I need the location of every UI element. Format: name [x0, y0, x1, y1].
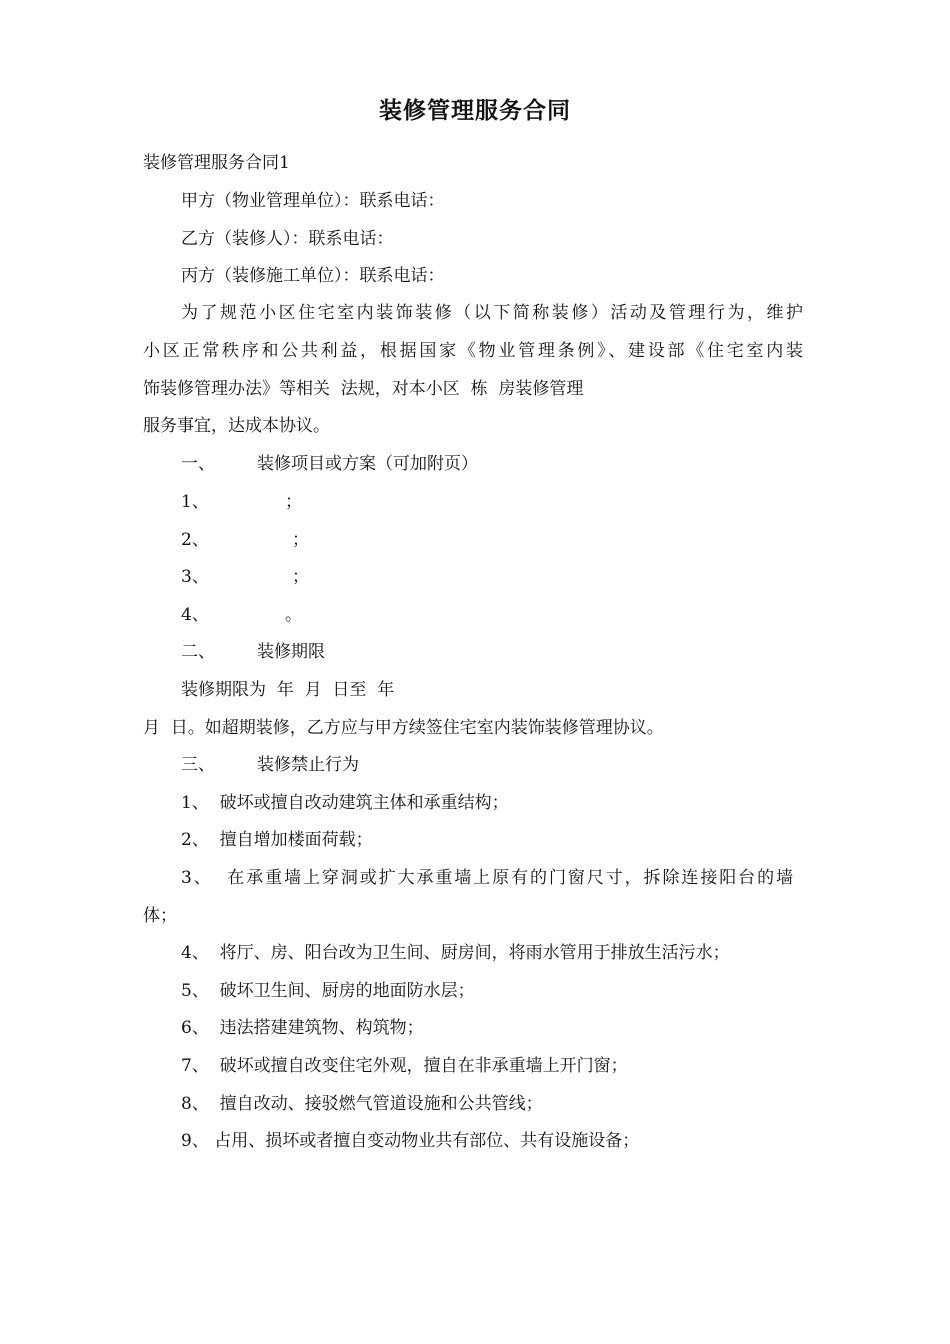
list-item-end: ； [292, 530, 309, 550]
list-item: 6、 违法搭建建筑物、构筑物； [181, 1018, 424, 1038]
list-item-number: 1、 [181, 492, 209, 512]
list-item: 5、 破坏卫生间、厨房的地面防水层； [181, 981, 475, 1001]
section-heading: 装修期限 [257, 642, 325, 662]
list-item-end: 。 [285, 605, 302, 625]
list-item: 8、 擅自改动、接驳燃气管道设施和公共管线； [181, 1094, 543, 1114]
preamble-line: 小区正常秩序和公共利益，根据国家《物业管理条例》、建设部《住宅室内装 [143, 341, 803, 361]
term-line: 装修期限为 年 月 日至 年 [181, 680, 395, 700]
list-item: 4、 将厅、房、阳台改为卫生间、厨房间，将雨水管用于排放生活污水； [181, 943, 730, 963]
list-item: 3、 在承重墙上穿洞或扩大承重墙上原有的门窗尺寸，拆除连接阳台的墙 [181, 868, 793, 888]
document-title: 装修管理服务合同 [379, 98, 571, 124]
subtitle: 装修管理服务合同1 [143, 153, 290, 173]
preamble-line: 饰装修管理办法》等相关 法规，对本小区 栋 房装修管理 [143, 379, 584, 399]
term-line: 月 日。如超期装修，乙方应与甲方续签住宅室内装饰装修管理协议。 [143, 718, 664, 738]
list-item-end: ； [292, 567, 309, 587]
party-a-line: 甲方（物业管理单位）：联系电话： [181, 191, 445, 211]
party-c-line: 丙方（装修施工单位）：联系电话： [181, 266, 445, 286]
section-number: 三、 [181, 755, 215, 775]
list-item: 9、 占用、损坏或者擅自变动物业共有部位、共有设施设备； [181, 1131, 640, 1151]
list-item-end: ； [285, 492, 302, 512]
list-item: 2、 擅自增加楼面荷载； [181, 830, 373, 850]
list-item: 体； [143, 906, 177, 926]
list-item: 7、 破坏或擅自改变住宅外观，擅自在非承重墙上开门窗； [181, 1056, 628, 1076]
list-item-number: 2、 [181, 530, 209, 550]
section-number: 二、 [181, 642, 215, 662]
party-b-line: 乙方（装修人）：联系电话： [181, 229, 394, 249]
list-item: 1、 破坏或擅自改动建筑主体和承重结构； [181, 793, 509, 813]
section-heading: 装修禁止行为 [257, 755, 359, 775]
preamble-line: 服务事宜，达成本协议。 [143, 416, 330, 436]
section-heading: 装修项目或方案（可加附页） [257, 454, 478, 474]
list-item-number: 4、 [181, 605, 209, 625]
section-number: 一、 [181, 454, 215, 474]
preamble-line: 为了规范小区住宅室内装饰装修（以下简称装修）活动及管理行为，维护 [181, 303, 803, 323]
list-item-number: 3、 [181, 567, 209, 587]
